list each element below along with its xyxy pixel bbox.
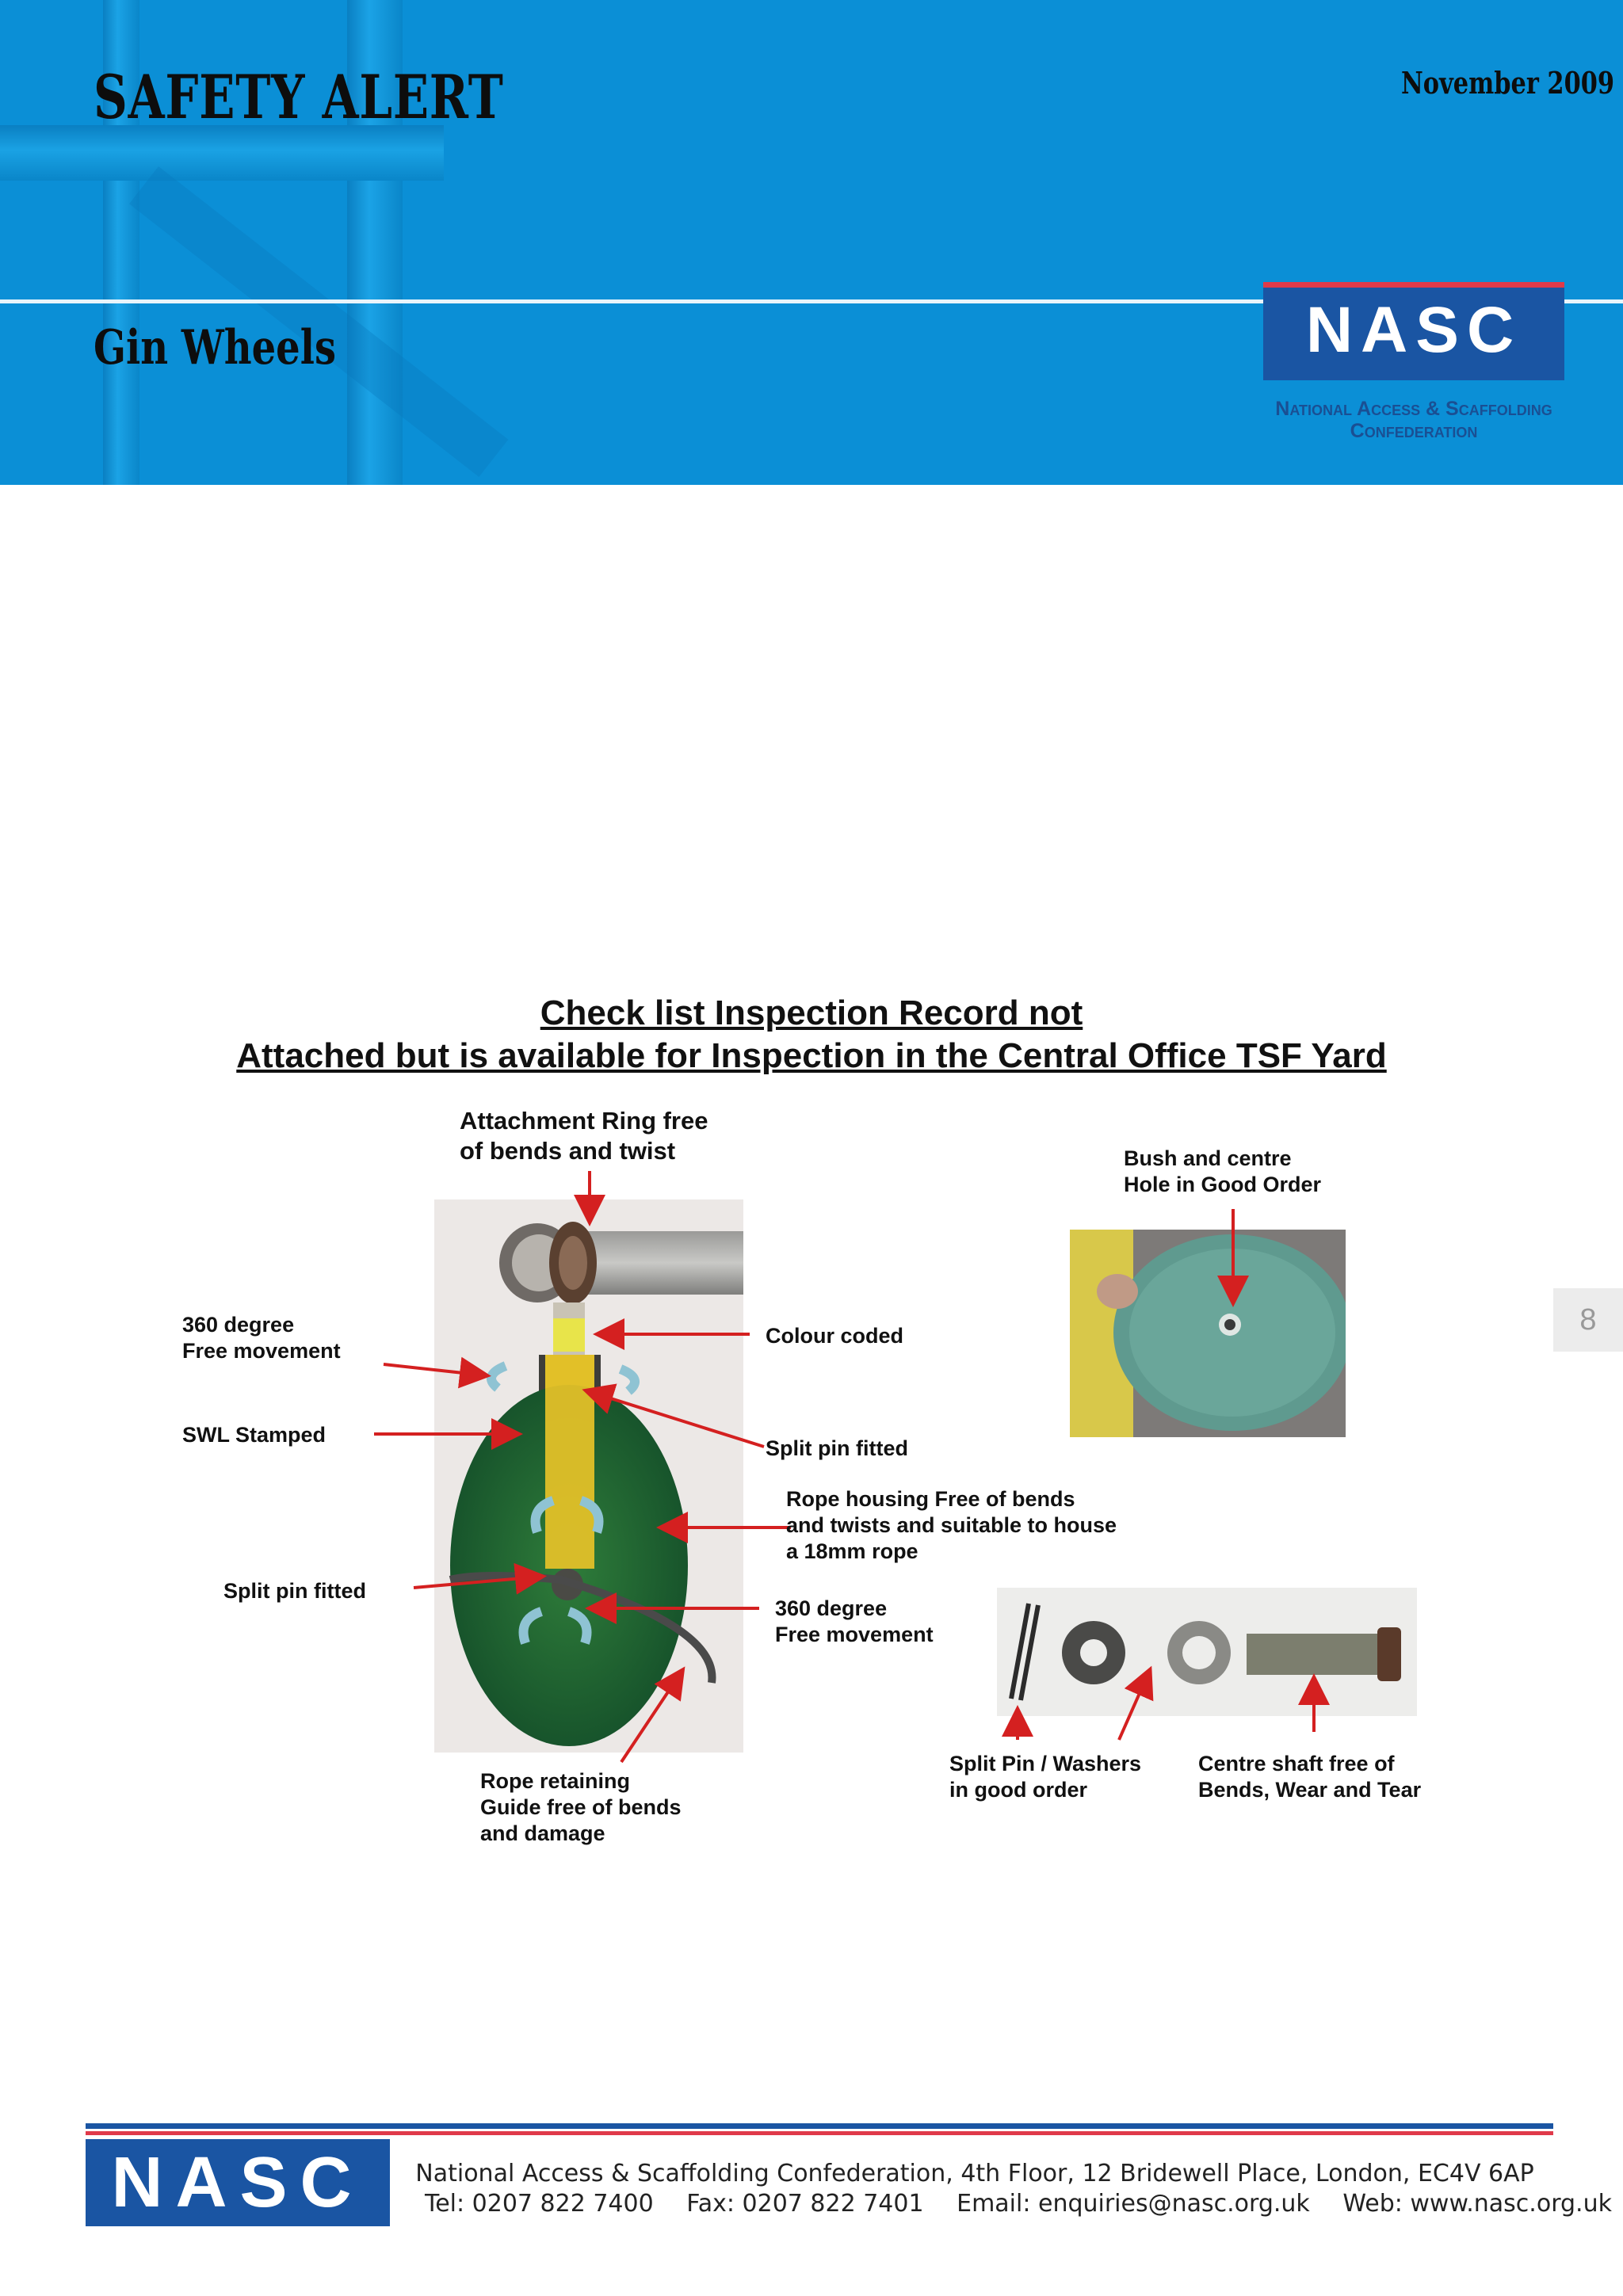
footer-contact [412, 2190, 1612, 2218]
label-attachment-ring [460, 1106, 708, 1166]
label-swl-stamped: SWL Stamped [182, 1423, 327, 1447]
alert-title: SAFETY ALERT [94, 62, 504, 132]
heading-line2: Attached but is available for Inspection in the Central Office TSF Yard [236, 1036, 1387, 1075]
label-line: Rope housing Free of bends [786, 1487, 1075, 1511]
label-line: Hole in Good Order [1124, 1173, 1322, 1196]
label-line: Bends, Wear and Tear [1198, 1778, 1422, 1802]
label-bush [1124, 1146, 1321, 1198]
footer-tel: Tel: 0207 822 7400 [425, 2190, 654, 2218]
footer-red-rule [86, 2131, 1553, 2135]
arrow-split-pin-right [588, 1391, 764, 1447]
label-line: Split Pin / Washers [949, 1752, 1142, 1775]
label-line: Guide free of bends [480, 1795, 682, 1819]
label-free-movement-top [182, 1312, 341, 1364]
footer-fax: Fax: 0207 822 7401 [686, 2190, 924, 2218]
footer-address: National Access & Scaffolding Confederation, 4th Floor, 12 Bridewell Place, London, EC4V 6AP [415, 2160, 1534, 2187]
label-line: Free movement [182, 1339, 341, 1363]
label-line: in good order [949, 1778, 1087, 1802]
label-rope-guide [480, 1768, 682, 1847]
label-line: and damage [480, 1821, 605, 1845]
logo-wordmark: NASC [1305, 294, 1522, 366]
label-line: 360 degree [182, 1313, 295, 1337]
arrow-rope-guide [621, 1672, 682, 1762]
label-centre-shaft [1198, 1751, 1421, 1803]
label-line: of bends and twist [460, 1137, 676, 1165]
label-split-pin-washers [949, 1751, 1141, 1803]
label-rope-housing [786, 1486, 1117, 1565]
arrow-split-pin-left [414, 1577, 540, 1588]
logo-subtitle-line2: Confederation [1350, 420, 1478, 442]
label-line: 360 degree [775, 1596, 888, 1620]
logo-subtitle-line1: National Access & Scaffolding [1275, 398, 1552, 420]
heading-line1: Check list Inspection Record not [540, 994, 1083, 1032]
label-line: Rope retaining [480, 1769, 631, 1793]
label-split-pin-left: Split pin fitted [223, 1579, 366, 1603]
arrow-free-movement-top [384, 1364, 485, 1375]
footer-email-link[interactable]: Email: enquiries@nasc.org.uk [957, 2190, 1310, 2218]
label-line: Free movement [775, 1623, 934, 1646]
page-subtitle: Gin Wheels [94, 320, 336, 376]
label-free-movement-bottom [775, 1596, 934, 1648]
label-colour-coded: Colour coded [766, 1324, 903, 1348]
arrow-washers [1119, 1672, 1149, 1740]
label-line: and twists and suitable to house [786, 1513, 1117, 1537]
alert-date: November 2009 [1401, 65, 1615, 101]
label-line: Centre shaft free of [1198, 1752, 1395, 1775]
footer-web-link[interactable]: Web: www.nasc.org.uk [1342, 2190, 1612, 2218]
label-line: Bush and centre [1124, 1146, 1292, 1170]
label-split-pin-right: Split pin fitted [766, 1436, 908, 1460]
page-number-tab: 8 [1553, 1288, 1623, 1352]
label-line: Attachment Ring free [460, 1107, 708, 1135]
footer-blue-rule [86, 2123, 1553, 2129]
label-line: a 18mm rope [786, 1539, 918, 1563]
footer-nasc-logo: NASC [86, 2139, 390, 2226]
